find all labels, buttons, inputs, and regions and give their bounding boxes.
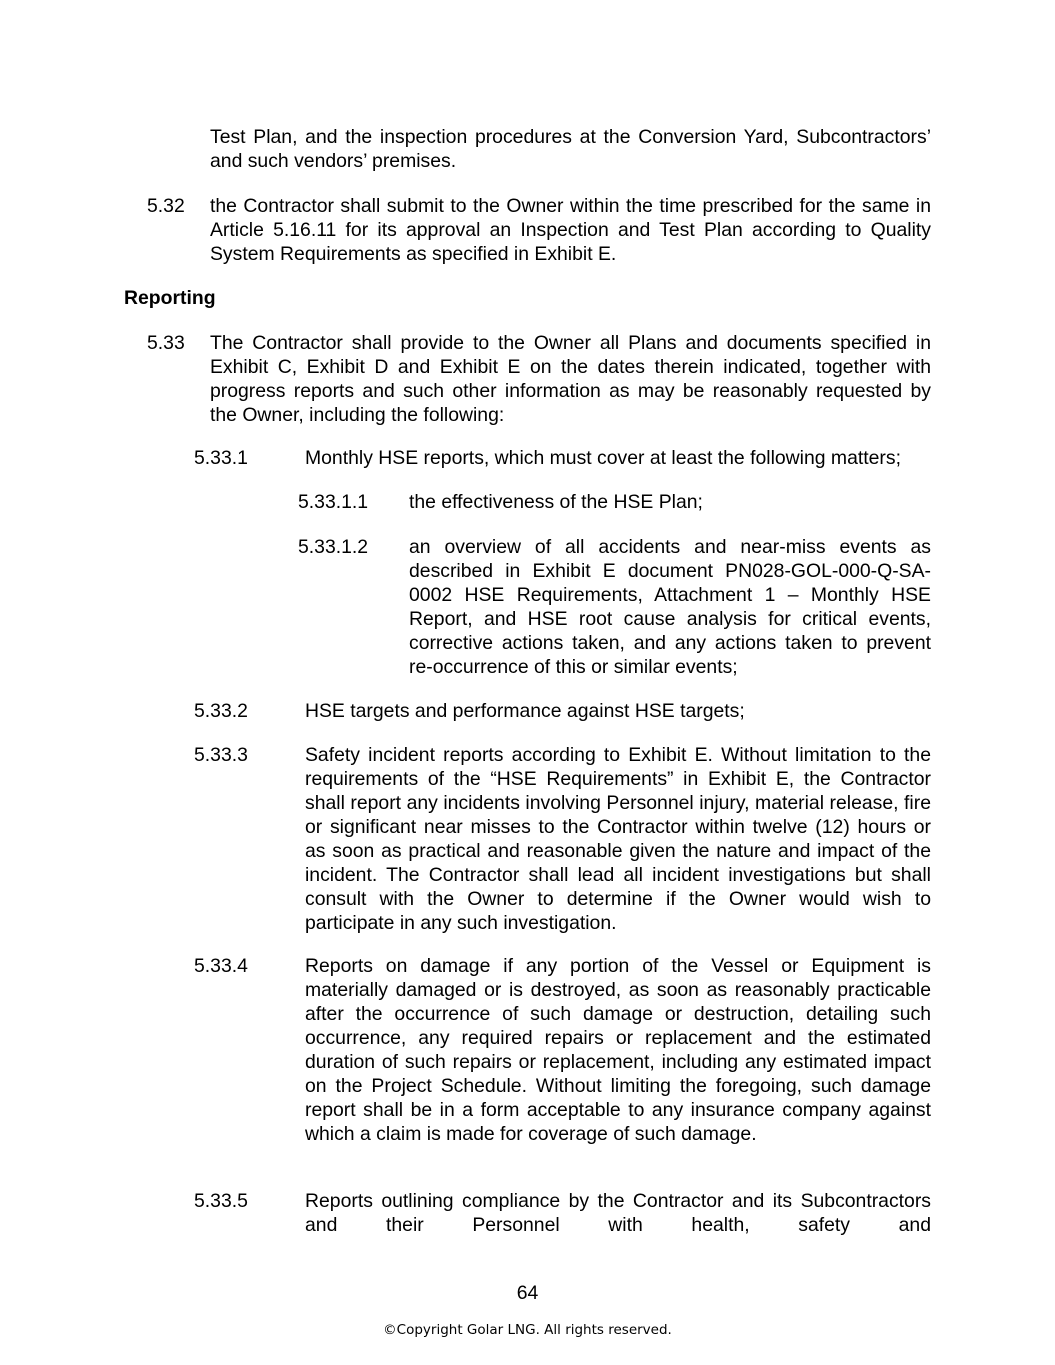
clause-5-33-1-text: Monthly HSE reports, which must cover at least the following matters; [305, 447, 901, 469]
clause-5-33-5-text: Reports outlining compliance by the Contractor and its Subcontractors and their Personnel with health, safety and [305, 1190, 931, 1236]
clause-5-33-2-number: 5.33.2 [194, 700, 248, 722]
clause-5-33-4-text: Reports on damage if any portion of the Vessel or Equipment is materially damaged or is destroyed, as soon as reasonably practicable after the occurrence of such damage or destruction, detailing such occurrence, any required repairs or replacement and the estimated duration of such repairs or replacement, including any estimated impact on the Project Schedule. Without limiting the foregoing, such damage report shall be in a form acceptable to any insurance company against which a claim is made for coverage of such damage. [305, 955, 931, 1145]
clause-5-33-number: 5.33 [147, 332, 185, 354]
clause-5-33-3-text: Safety incident reports according to Exhibit E. Without limitation to the requirements of the “HSE Requirements” in Exhibit E, the Contractor shall report any incidents involving Personnel injury, material release, fire or significant near misses to the Contractor within twelve (12) hours or as soon as practical and reasonable given the nature and impact of the incident. The Contractor shall lead all incident investigations but shall consult with the Owner to determine if the Owner would wish to participate in any such investigation. [305, 744, 931, 934]
clause-5-33-3-number: 5.33.3 [194, 744, 248, 766]
intro-paragraph: Test Plan, and the inspection procedures at the Conversion Yard, Subcontractors’ and such vendors’ premises. [210, 126, 931, 172]
page-number: 64 [516, 1282, 539, 1304]
section-heading-reporting: Reporting [124, 287, 216, 309]
clause-5-33-1-1-number: 5.33.1.1 [298, 491, 369, 513]
clause-5-33-1-1-text: the effectiveness of the HSE Plan; [409, 491, 703, 513]
clause-5-32-number: 5.32 [147, 195, 185, 217]
clause-5-33-1-number: 5.33.1 [194, 447, 248, 469]
clause-5-33-5-number: 5.33.5 [194, 1190, 248, 1212]
copyright-notice: ©Copyright Golar LNG. All rights reserved. [383, 1322, 672, 1338]
clause-5-33-2-text: HSE targets and performance against HSE targets; [305, 700, 745, 722]
clause-5-33-4-number: 5.33.4 [194, 955, 248, 977]
clause-5-33-1-2-text: an overview of all accidents and near-miss events as described in Exhibit E document PN028-GOL-000-Q-SA-0002 HSE Requirements, Attachment 1 – Monthly HSE Report, and HSE root cause analysis for critical events, corrective actions taken, and any actions taken to prevent re-occurrence of this or similar events; [409, 536, 931, 678]
clause-5-32-text: the Contractor shall submit to the Owner within the time prescribed for the same in Article 5.16.11 for its approval an Inspection and Test Plan according to Quality System Requirements as specified in Exhibit E. [210, 195, 931, 265]
clause-5-33-1-2-number: 5.33.1.2 [298, 536, 369, 558]
clause-5-33-text: The Contractor shall provide to the Owner all Plans and documents specified in Exhibit C, Exhibit D and Exhibit E on the dates therein indicated, together with progress reports and such other information as may be reasonably requested by the Owner, including the following: [210, 332, 931, 426]
